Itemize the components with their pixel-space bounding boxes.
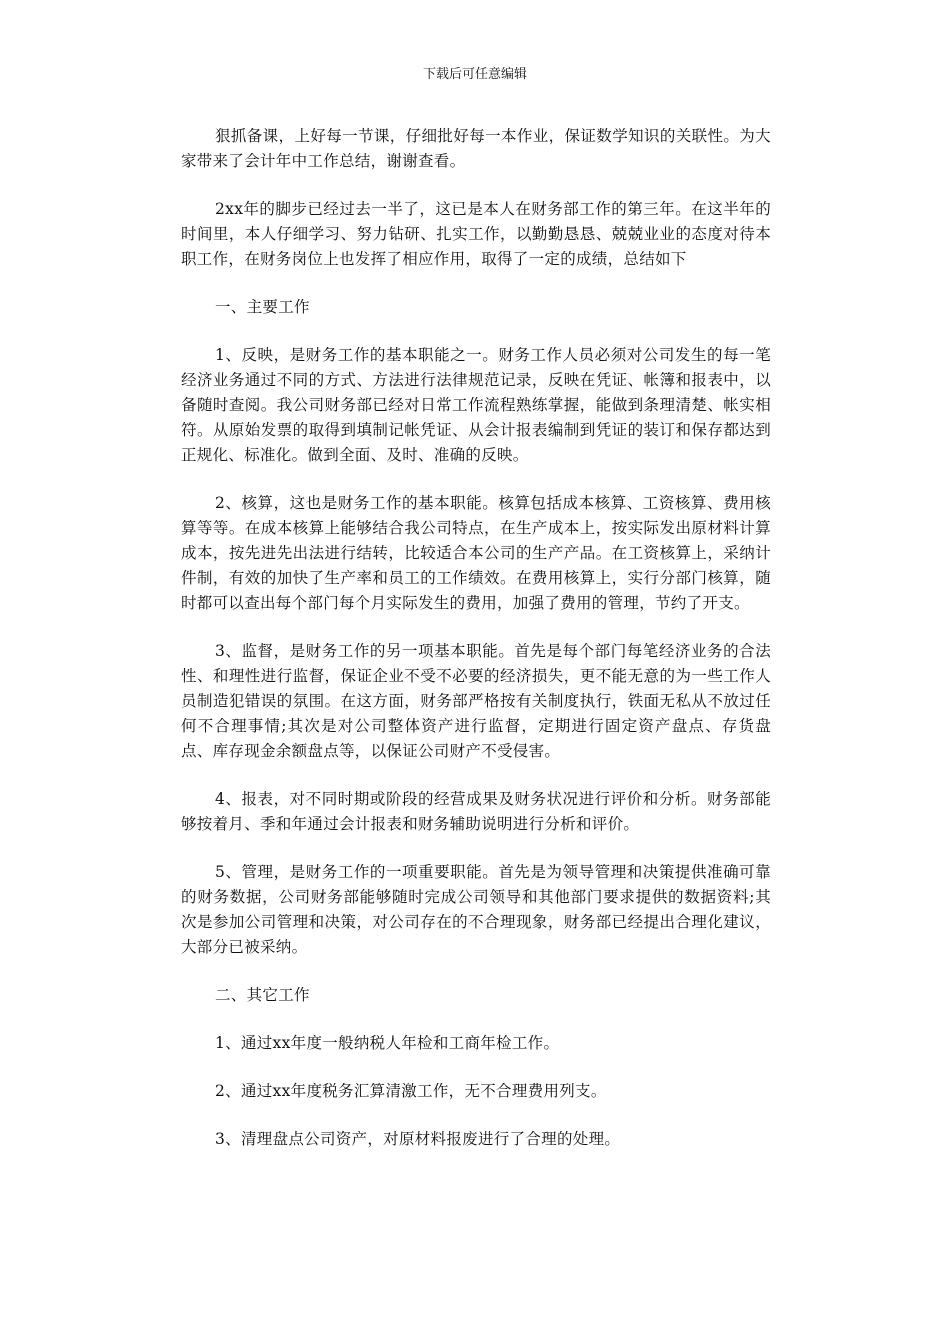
other-work-item-2: 2、通过xx年度税务汇算清激工作，无不合理费用列支。 <box>215 1082 607 1100</box>
section-heading-other-work: 二、其它工作 <box>215 986 310 1004</box>
main-work-item-4: 4、报表，对不同时期或阶段的经营成果及财务状况进行评价和分析。财务部能够按着月、季和年通过会计报表和财务辅助说明进行分析和评价。 <box>181 790 771 833</box>
intro-paragraph: 狠抓备课，上好每一节课，仔细批好每一本作业，保证数学知识的关联性。为大家带来了会计年中工作总结，谢谢查看。 <box>181 127 771 170</box>
section-heading-main-work: 一、主要工作 <box>215 298 310 316</box>
main-work-item-2: 2、核算，这也是财务工作的基本职能。核算包括成本核算、工资核算、费用核算等等。在成本核算上能够结合我公司特点，在生产成本上，按实际发出原材料计算成本，按先进先出法进行结转，比较适合本公司的生产产品。在工资核算上，采纳计件制，有效的加快了生产率和员工的工作绩效。在费用核算上，实行分部门核算，随时都可以查出每个部门每个月实际发生的费用，加强了费用的管理，节约了开支。 <box>181 494 771 612</box>
main-work-item-1: 1、反映，是财务工作的基本职能之一。财务工作人员必须对公司发生的每一笔经济业务通过不同的方式、方法进行法律规范记录，反映在凭证、帐簿和报表中，以备随时查阅。我公司财务部已经对日常工作流程熟练掌握，能做到条理清楚、帐实相符。从原始发票的取得到填制记帐凭证、从会计报表编制到凭证的装订和保存都达到正规化、标准化。做到全面、及时、准确的反映。 <box>181 346 771 464</box>
page-header: 下载后可任意编辑 <box>422 67 527 82</box>
document-body <box>181 124 771 1175</box>
other-work-item-3: 3、清理盘点公司资产，对原材料报废进行了合理的处理。 <box>215 1130 621 1148</box>
main-work-item-5: 5、管理，是财务工作的一项重要职能。首先是为领导管理和决策提供准确可靠的财务数据，公司财务部能够随时完成公司领导和其他部门要求提供的数据资料;其次是参加公司管理和决策，对公司存在的不合理现象，财务部已经提出合理化建议，大部分已被采纳。 <box>181 863 771 956</box>
summary-paragraph: 2xx年的脚步已经过去一半了，这已是本人在财务部工作的第三年。在这半年的时间里，本人仔细学习、努力钻研、扎实工作，以勤勤恳恳、兢兢业业的态度对待本职工作，在财务岗位上也发挥了相应作用，取得了一定的成绩，总结如下 <box>181 200 771 268</box>
other-work-item-1: 1、通过xx年度一般纳税人年检和工商年检工作。 <box>215 1034 560 1052</box>
main-work-item-3: 3、监督，是财务工作的另一项基本职能。首先是每个部门每笔经济业务的合法性、和理性进行监督，保证企业不受不必要的经济损失，更不能无意的为一些工作人员制造犯错误的氛围。在这方面，财务部严格按有关制度执行，铁面无私从不放过任何不合理事情;其次是对公司整体资产进行监督，定期进行固定资产盘点、存货盘点、库存现金余额盘点等，以保证公司财产不受侵害。 <box>181 642 771 760</box>
